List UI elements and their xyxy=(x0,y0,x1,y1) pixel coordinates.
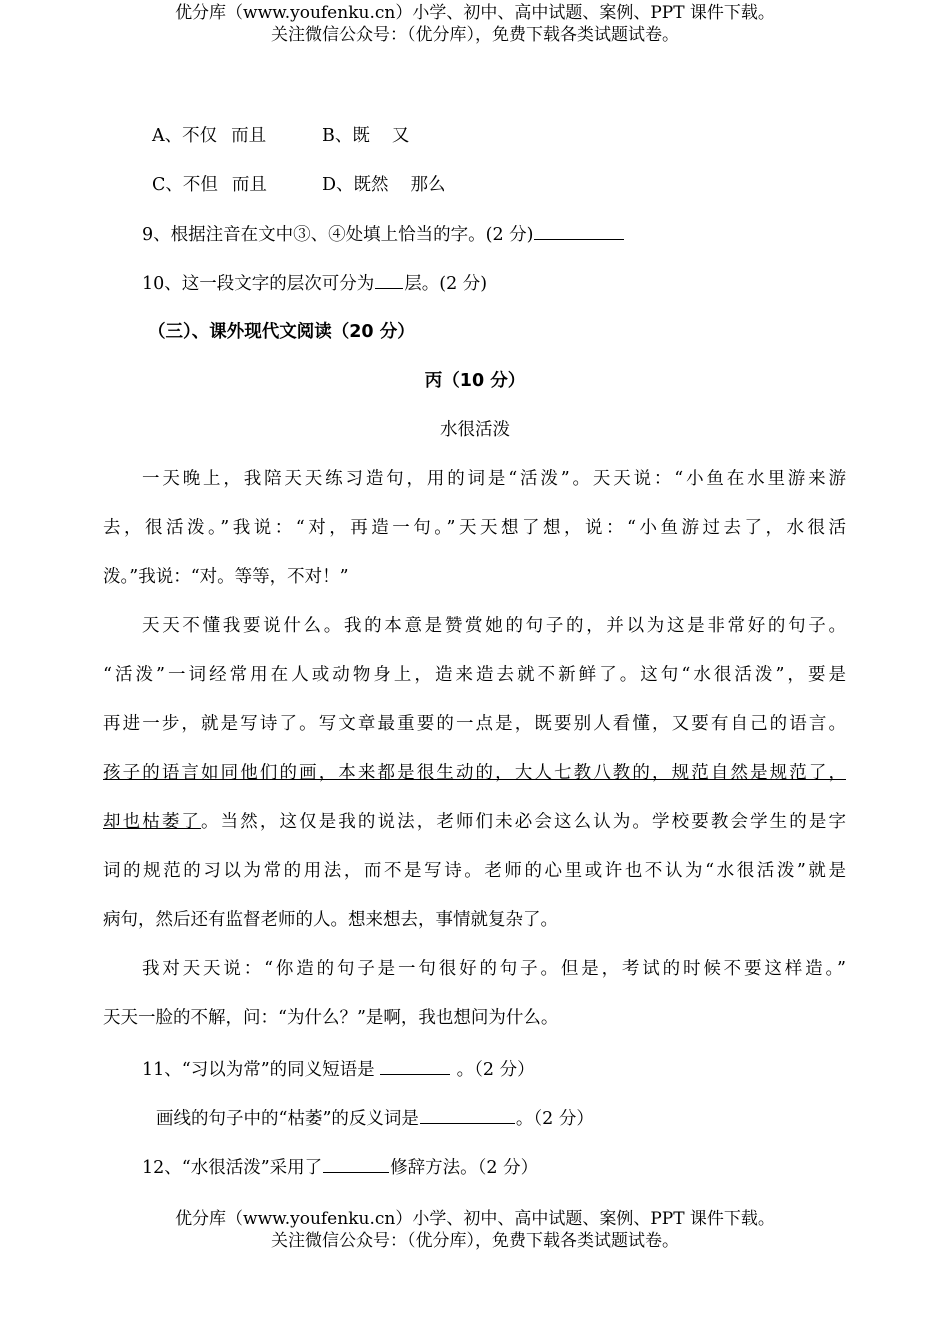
passage-line: 去，很活泼。”我说：“对，再造一句。”天天想了想，说：“小鱼游过去了，水很活 xyxy=(103,518,846,538)
option-c: C、不但 而且 xyxy=(152,175,267,195)
passage-line: 却也枯萎了。当然，这仅是我的说法，老师们未必会这么认为。学校要教会学生的是字 xyxy=(103,812,847,832)
passage-line: 我对天天说：“你造的句子是一句很好的句子。但是，考试的时候不要这样造。” xyxy=(142,959,846,979)
passage-line: 泼。”我说：“对。等等，不对！” xyxy=(103,567,349,587)
header-line-1: 优分库（www.youfenku.cn）小学、初中、高中试题、案例、PPT 课件下载。 xyxy=(175,3,775,23)
footer-line-2: 关注微信公众号：（优分库），免费下载各类试题试卷。 xyxy=(271,1231,679,1251)
answer-blank xyxy=(380,1057,450,1075)
answer-blank xyxy=(420,1106,515,1124)
page-footer xyxy=(0,1208,950,1252)
question-11: 11、“习以为常”的同义短语是 。（2 分） xyxy=(142,1057,535,1082)
header-line-2: 关注微信公众号：（优分库），免费下载各类试题试卷。 xyxy=(271,25,679,45)
part-heading: 丙（10 分） xyxy=(424,371,526,391)
footer-line-1: 优分库（www.youfenku.cn）小学、初中、高中试题、案例、PPT 课件下载。 xyxy=(175,1209,775,1229)
passage-line: 天天不懂我要说什么。我的本意是赞赏她的句子的，并以为这是非常好的句子。 xyxy=(142,616,846,636)
passage-line: 病句，然后还有监督老师的人。想来想去，事情就复杂了。 xyxy=(103,910,558,930)
underlined-sentence: 孩子的语言如同他们的画，本来都是很生动的，大人七教八教的，规范自然是规范了， xyxy=(103,763,846,783)
page-header xyxy=(0,2,950,46)
passage-line: 词的规范的习以为常的用法，而不是写诗。老师的心里或许也不认为“水很活泼”就是 xyxy=(103,861,846,881)
option-b: B、既 又 xyxy=(322,126,410,146)
passage-title: 水很活泼 xyxy=(440,420,510,440)
underlined-phrase: 却也枯萎了 xyxy=(103,812,202,832)
answer-blank xyxy=(375,271,403,289)
answer-blank xyxy=(323,1155,389,1173)
passage-line: “活泼”一词经常用在人或动物身上，造来造去就不新鲜了。这句“水很活泼”，要是 xyxy=(103,665,846,685)
question-12: 12、“水很活泼”采用了 修辞方法。（2 分） xyxy=(142,1155,538,1180)
passage-line: 一天晚上，我陪天天练习造句，用的词是“活泼”。天天说：“小鱼在水里游来游 xyxy=(142,469,846,489)
section-heading: （三）、课外现代文阅读（20 分） xyxy=(148,322,415,342)
option-a: A、不仅 而且 xyxy=(152,126,267,146)
passage-line: 天天一脸的不解，问：“为什么？”是啊，我也想问为什么。 xyxy=(103,1008,559,1028)
answer-blank xyxy=(534,222,624,240)
question-11-sub: 画线的句子中的“枯萎”的反义词是 。（2 分） xyxy=(156,1106,594,1131)
passage-line: 再进一步，就是写诗了。写文章最重要的一点是，既要别人看懂，又要有自己的语言。 xyxy=(103,714,846,734)
question-9: 9、根据注音在文中③、④处填上恰当的字。(2 分) xyxy=(142,222,625,247)
question-10: 10、这一段文字的层次可分为 层。(2 分) xyxy=(142,271,487,296)
option-d: D、既然 那么 xyxy=(322,175,446,195)
